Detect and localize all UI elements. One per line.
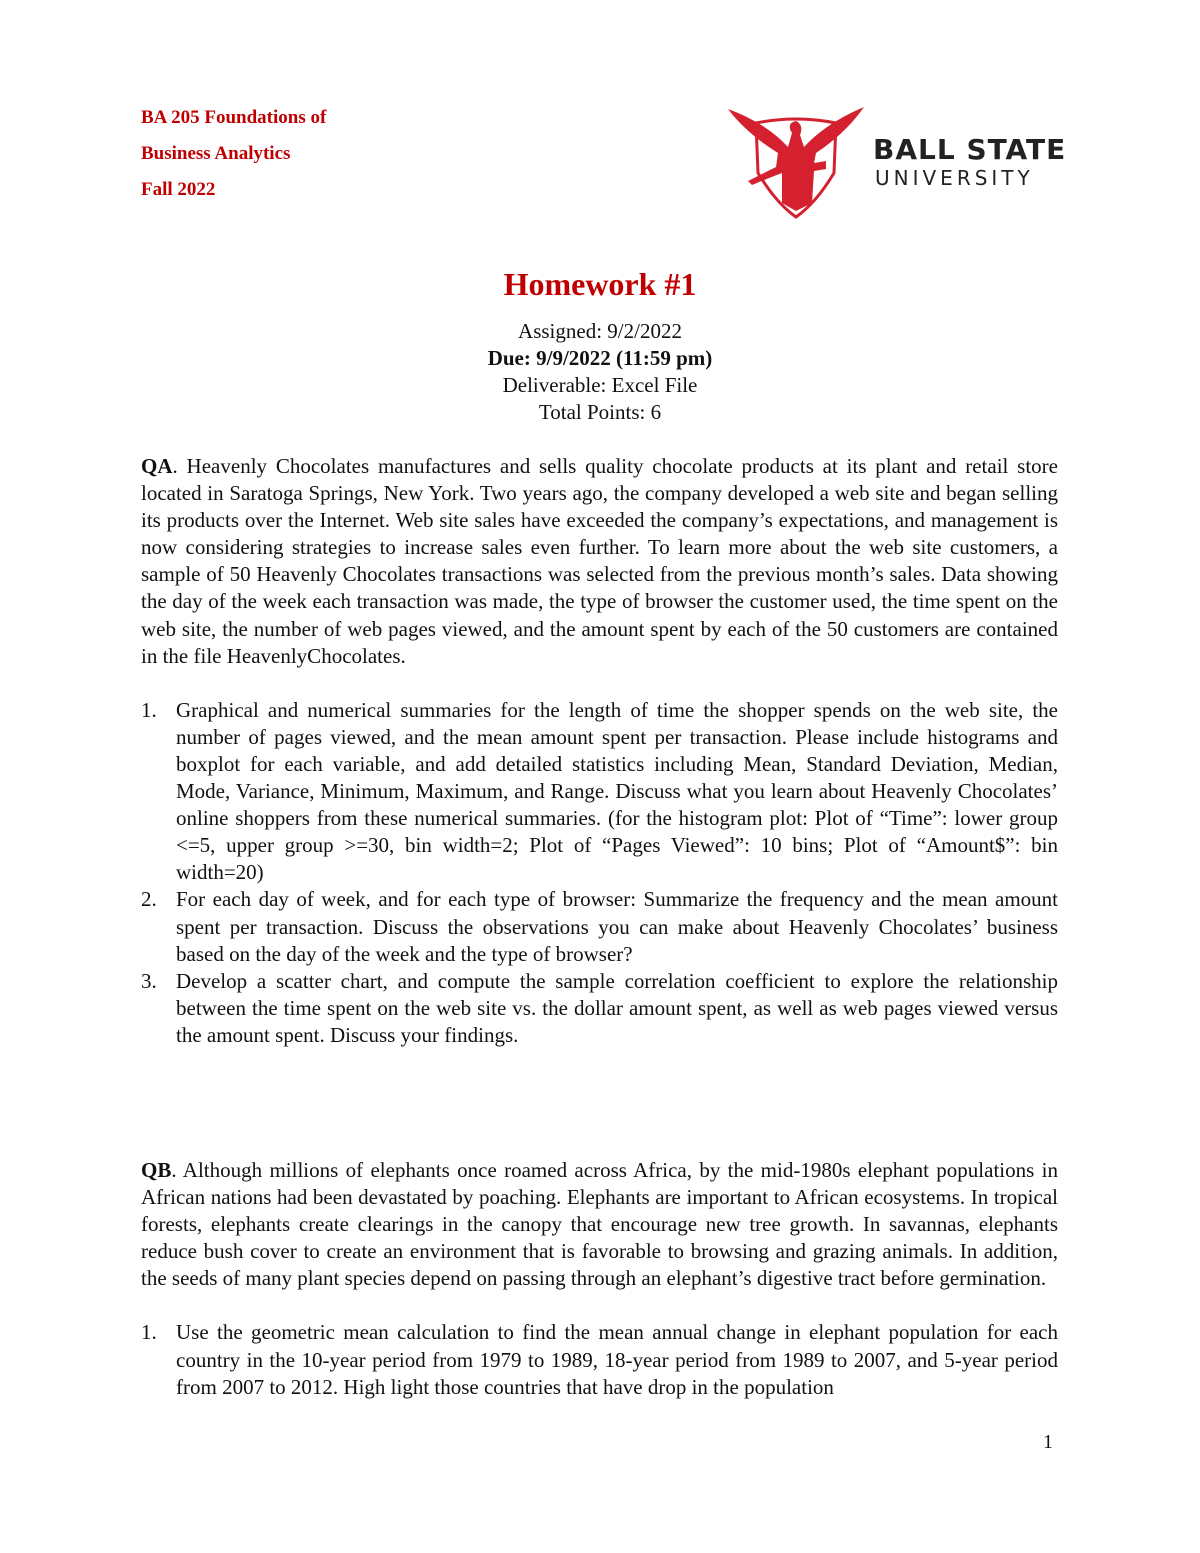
item-number: 1. [141, 697, 157, 722]
list-item [141, 1319, 1058, 1400]
item-text: Develop a scatter chart, and compute the sample correlation coefficient to explore the relationship between the time spent on the web site vs. the dollar amount spent, as well as web pages viewed versus the amount spent. Discuss your findings. [176, 968, 1058, 1047]
qa-text: . Heavenly Chocolates manufactures and sells quality chocolate products at its plant and retail store located in Saratoga Springs, New York. Two years ago, the company developed a web site and began selling its products over the Internet. Web site sales have exceeded the company’s expectations, and management is now considering strategies to increase sales even further. To learn more about the web site customers, a sample of 50 Heavenly Chocolates transactions was selected from the previous month’s sales. Data showing the day of the week each transaction was made, the type of browser the customer used, the time spent on the web site, the number of web pages viewed, and the amount spent by each of the 50 customers are contained in the file HeavenlyChocolates. [141, 454, 1058, 668]
item-text: Graphical and numerical summaries for the length of time the shopper spends on the web site, the number of pages viewed, and the mean amount spent per transaction. Please include histograms and boxplot for each variable, and add detailed statistics including Mean, Standard Deviation, Median, Mode, Variance, Minimum, Maximum, and Range. Discuss what you learn about Heavenly Chocolates’ online shoppers from these numerical summaries. (for the histogram plot: Plot of “Time”: lower group <=5, upper group >=30, bin width=2; Plot of “Pages Viewed”: 10 bins; Plot of “Amount$”: bin width=20) [176, 697, 1058, 885]
qb-text: . Although millions of elephants once roamed across Africa, by the mid-1980s elephant populations in African nations had been devastated by poaching. Elephants are important to African ecosystems. In tropical forests, elephants create clearings in the canopy that encourage new tree growth. In savannas, elephants reduce bush cover to create an environment that is favorable to browsing and grazing animals. In addition, the seeds of many plant species depend on passing through an elephant’s digestive tract before germination. [141, 1158, 1058, 1291]
item-number: 1. [141, 1320, 157, 1345]
ball-state-logo [726, 103, 1066, 219]
deliverable: Deliverable: Excel File [502, 373, 698, 397]
item-number: 3. [141, 968, 157, 993]
qb-paragraph [141, 1157, 1058, 1292]
page-title: Homework #1 [503, 266, 697, 302]
qb-label: QB [141, 1158, 172, 1182]
qa-label: QA [141, 454, 173, 478]
page-number: 1 [1043, 1431, 1053, 1453]
svg-text:BALL STATE: BALL STATE [873, 133, 1066, 166]
qa-paragraph [141, 453, 1058, 670]
qa-list [141, 697, 1058, 1049]
svg-text:UNIVERSITY: UNIVERSITY [875, 166, 1034, 190]
assigned-date: Assigned: 9/2/2022 [518, 319, 682, 343]
item-number: 2. [141, 887, 157, 912]
item-text: Use the geometric mean calculation to find the mean annual change in elephant population for each country in the 10-year period from 1979 to 1989, 18-year period from 1989 to 2007, and 5-year period from 2007 to 2012. High light those countries that have drop in the population [176, 1320, 1058, 1399]
list-item [141, 697, 1058, 887]
question-a [141, 453, 1058, 1049]
list-item [141, 886, 1058, 967]
qb-list [141, 1319, 1058, 1400]
cardinal-shield-icon [726, 103, 1066, 219]
list-item [141, 968, 1058, 1049]
course-name-line1: BA 205 Foundations of [141, 107, 327, 128]
question-b [141, 1157, 1058, 1401]
course-name-line2: Business Analytics [141, 143, 291, 164]
total-points: Total Points: 6 [538, 400, 662, 424]
due-date: Due: 9/9/2022 (11:59 pm) [487, 346, 713, 370]
term: Fall 2022 [141, 179, 216, 200]
item-text: For each day of week, and for each type of browser: Summarize the frequency and the mean amount spent per transaction. Discuss the observations you can make about Heavenly Chocolates’ business based on the day of the week and the type of browser? [176, 887, 1058, 966]
